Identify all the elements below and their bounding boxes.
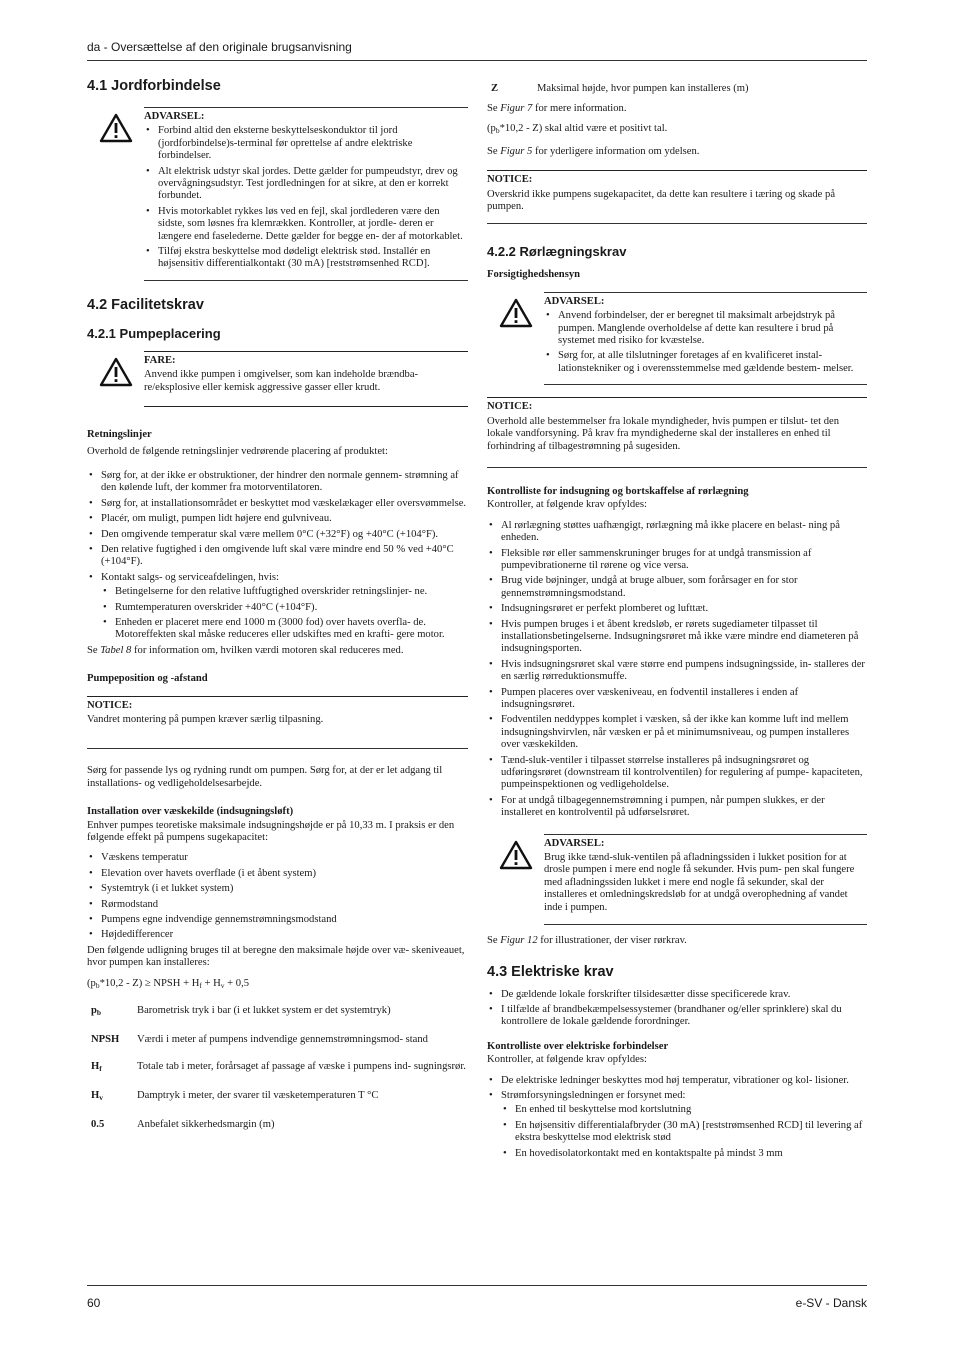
- page-header: da - Oversættelse af den originale brugsanvisning: [87, 40, 352, 54]
- danger-box: [87, 351, 468, 407]
- list-item: • En enhed til beskyttelse mod kortslutning: [501, 1104, 867, 1116]
- table-row: 0.5 Anbefalet sikkerhedsmargin (m): [91, 1119, 275, 1131]
- list-item: • Hvis motorkablet rykkes løs ved en fejl, skal jordlederen være den sidste, som løsnes fra klemrækken. Kontroller, at jordle- deren er længere end faselederne. Dette gælder for begge en- der af motorkablet.: [144, 206, 468, 243]
- list-item: • Al rørlægning støttes uafhængigt, rørlægning må ikke placere en belast- ning på enheden.: [487, 520, 867, 545]
- light-text: Sørg for passende lys og rydning rundt om pumpen. Sørg for, at der er let adgang til installations- og vedligeholdelsesarbejde.: [87, 765, 443, 789]
- notice-title: NOTICE:: [87, 699, 133, 711]
- list-item: • Den omgivende temperatur skal være mellem 0°C (+32°F) og +40°C (+104°F).: [87, 529, 468, 541]
- list-item: • Sørg for, at der ikke er obstruktioner, der hindrer den normale gennem- strømning af den kølende luft, der kommer fra motorventilatoren.: [87, 470, 468, 495]
- warning-box-grounding: [87, 107, 468, 281]
- list-item: • De gældende lokale forskrifter tilsidesætter disse specificerede krav.: [487, 989, 867, 1001]
- right-column: [487, 74, 867, 1166]
- sub-list: [101, 586, 468, 642]
- warning-title: ADVARSEL:: [144, 111, 205, 122]
- list-item-text: Strømforsyningsledningen er forsynet med:: [501, 1089, 686, 1101]
- sub-list: [501, 1104, 867, 1160]
- list-item: • En højsensitiv differentialafbryder (30 mA) [reststrømsenhed RCD] til levering af ekstra beskyttelse mod elektrisk stød: [501, 1120, 867, 1145]
- list-item: • Rumtemperaturen overskrider +40°C (+104°F).: [101, 602, 468, 614]
- list-item: • Hvis pumpen bruges i et åbent kredsløb, er rørets sugediameter tilpasset til installationsbetingelserne. Indsugningsrøret må ikke være mindre end diameteren på indsugningsporten.: [487, 619, 867, 656]
- guidelines-list: [87, 470, 468, 642]
- list-item: • Pumpens egne indvendige gennemstrømningsmodstand: [87, 914, 468, 926]
- danger-icon: [99, 357, 133, 387]
- figure-5-reference: Se Figur 5 for yderligere information om ydelsen.: [487, 145, 700, 157]
- warning-title: ADVARSEL:: [544, 837, 605, 849]
- warning-box-piping: [487, 292, 867, 385]
- section-heading-4-1: 4.1 Jordforbindelse: [87, 78, 221, 94]
- list-item: • Anvend forbindelser, der er beregnet til maksimalt arbejdstryk på pumpen. Manglende overholdelse af dette kan resultere i brud på systemet med risiko for kvæstelse.: [544, 310, 867, 347]
- warning-box-valve: [487, 834, 867, 925]
- list-item: • Betingelserne for den relative luftfugtighed overskrider retningslinjer- ne.: [101, 586, 468, 598]
- electrical-list: [487, 989, 867, 1029]
- piping-checklist-intro: Kontroller, at følgende krav opfyldes:: [487, 499, 647, 511]
- list-item: • Enheden er placeret mere end 1000 m (3000 fod) over havets overfla- de. Motoreffekten skal måske reduceres eller udskiftes med en krafti- gere motor.: [101, 617, 468, 642]
- danger-text: Anvend ikke pumpen i omgivelser, som kan indeholde brændba- re/eksplosive eller kemisk aggressive gasser eller krudt.: [144, 369, 419, 393]
- page-number: 60: [87, 1296, 101, 1310]
- guidelines-intro: Overhold de følgende retningslinjer vedrørende placering af produktet:: [87, 445, 388, 457]
- warning-text: Brug ikke tænd-sluk-ventilen på afladningssiden i lukket position for at drosle pumpen i mere end nogle få sekunder. Hvis pum- pen skal fungere med afladningssiden lukket i mere end nogle få sekunder, skal der installeres et omledningskredsløb for at undgå overophedning af vandet inde i pumpen.: [544, 852, 855, 913]
- list-item: [87, 572, 468, 642]
- list-item: • Brug vide bøjninger, undgå at bruge albuer, som forårsager en for stor gennemstrømningsmodstand.: [487, 575, 867, 600]
- list-item: • Tilføj ekstra beskyttelse mod dødeligt elektrisk stød. Installér en højsensitiv differentialkontakt (30 mA) [reststrømsenhed RCD].: [144, 246, 468, 271]
- notice-text: Vandret montering på pumpen kræver særlig tilpasning.: [87, 714, 324, 725]
- electrical-checklist: [487, 1075, 867, 1160]
- notice-box-suction: [487, 170, 867, 224]
- notice-title: NOTICE:: [487, 401, 533, 413]
- list-item: • Alt elektrisk udstyr skal jordes. Dette gælder for pumpeudstyr, drev og overvågningsudstyr. Test jordledningen for at sikre, at den er korrekt forbundet.: [144, 166, 468, 203]
- precautions-title: Forsigtighedshensyn: [487, 269, 581, 281]
- list-item: • Forbind altid den eksterne beskyttelseskonduktor til jord (jordforbindelse)s-terminal før oprettelse af andre elektriske forbindelser.: [144, 125, 468, 162]
- position-title: Pumpeposition og -afstand: [87, 673, 208, 685]
- notice-title: NOTICE:: [487, 174, 533, 186]
- symbol-table-continued: [487, 76, 749, 103]
- warning-title: ADVARSEL:: [544, 295, 605, 307]
- electrical-checklist-title: Kontrolliste over elektriske forbindelser: [487, 1040, 669, 1052]
- danger-title: FARE:: [144, 354, 176, 366]
- list-item: • De elektriske ledninger beskyttes mod høj temperatur, vibrationer og kol- lisioner.: [487, 1075, 867, 1087]
- warning-icon: [499, 298, 533, 328]
- list-item: • Sørg for, at alle tilslutninger foretages af en kvalificeret instal- lationstekniker og i overensstemmelse med gældende bestem- melser.: [544, 350, 867, 375]
- table-row: NPSH Værdi i meter af pumpens indvendige gennemstrømningsmod- stand: [91, 1034, 428, 1046]
- list-item: • Højdedifferencer: [87, 929, 468, 941]
- list-item-text: Kontakt salgs- og serviceafdelingen, hvis:: [101, 571, 279, 583]
- figure-7-reference: Se Figur 7 for mere information.: [487, 103, 627, 114]
- left-column: [87, 74, 468, 1139]
- list-item: • Systemtryk (i et lukket system): [87, 883, 468, 895]
- list-item: • Tænd-sluk-ventiler i tilpasset størrelse installeres på indsugningsrøret og udføringsrøret (downstream til kontrolventilen) for regulering af pumpe- kapaciteten, pumpeinspektionen og vedligeholdelse.: [487, 755, 867, 792]
- list-item: • I tilfælde af brandbekæmpelsessystemer (brandhaner og/eller sprinklere) skal du kontrollere de lokale gældende forordninger.: [487, 1004, 867, 1029]
- section-heading-4-2: 4.2 Facilitetskrav: [87, 296, 204, 313]
- symbol-table: [87, 998, 466, 1139]
- equation: $(p_b*10,2 - Z)$ ≥ NPSH + $H_f + H_v + 0,5$: [87, 977, 250, 990]
- list-item: • Væskens temperatur: [87, 852, 468, 864]
- header-rule: [87, 60, 867, 61]
- list-item: • For at undgå tilbagegennemstrømning i pumpen, når pumpen slukkes, er der installeret en kontrolventil på udførselsrøret.: [487, 795, 867, 820]
- footer-rule: [87, 1285, 867, 1286]
- electrical-checklist-intro: Kontroller, at følgende krav opfyldes:: [487, 1054, 647, 1066]
- warning-list: [144, 125, 468, 270]
- table-row: Z Maksimal højde, hvor pumpen kan installeres (m): [491, 83, 749, 94]
- list-item: • Elevation over havets overflade (i et åbent system): [87, 868, 468, 880]
- table-row: $H_f$ Totale tab i meter, forårsaget af passage af væske i pumpens ind- sugningsrør.: [91, 1061, 466, 1074]
- notice-box-mounting: [87, 696, 468, 750]
- list-item: • Indsugningsrøret er perfekt plomberet og lufttæt.: [487, 603, 867, 615]
- list-item: • Placér, om muligt, pumpen lidt højere end gulvniveau.: [87, 513, 468, 525]
- install-title: Installation over væskekilde (indsugningsløft): [87, 806, 294, 818]
- list-item: • En hovedisolatorkontakt med en kontaktspalte på mindst 3 mm: [501, 1148, 867, 1160]
- factors-list: [87, 852, 468, 941]
- notice-text: Overhold alle bestemmelser fra lokale myndigheder, hvis pumpen er tilslut- tet den lokale vandforsyning. På krav fra myndighederne skal der installeres en enhed til forhindring af tilbagestrømning på sugesiden.: [487, 415, 840, 452]
- notice-text: Overskrid ikke pumpens sugekapacitet, da dette kan resultere i tæring og skade på pumpen.: [487, 188, 836, 213]
- equation-intro: Den følgende udligning bruges til at beregne den maksimale højde over væ- skeniveauet, hvor pumpen kan installeres:: [87, 944, 465, 969]
- warning-icon: [499, 840, 533, 870]
- list-item: • Fleksible rør eller sammenskruninger bruges for at undgå transmission af pumpevibrationerne til rørene og vice versa.: [487, 548, 867, 573]
- table-reference: Se Tabel 8 for information om, hvilken værdi motoren skal reduceres med.: [87, 644, 404, 656]
- positive-note: $(p_b*10,2 - Z)$ skal altid være et positivt tal.: [487, 123, 668, 136]
- list-item: • Pumpen placeres over væskeniveau, en fodventil installeres i enden af indsugningsrøret.: [487, 687, 867, 712]
- footer-doc-name: e-SV - Dansk: [795, 1296, 867, 1310]
- section-heading-4-2-1: 4.2.1 Pumpeplacering: [87, 325, 221, 341]
- warning-icon: [99, 113, 133, 143]
- list-item: • Rørmodstand: [87, 899, 468, 911]
- list-item: • Hvis indsugningsrøret skal være større end pumpens indsugningsside, in- stalleres der en særlig rørreduktionsmuffe.: [487, 659, 867, 684]
- piping-checklist: [487, 520, 867, 820]
- warning-list: [544, 310, 867, 375]
- section-heading-4-3: 4.3 Elektriske krav: [487, 963, 614, 980]
- guidelines-title: Retningslinjer: [87, 429, 152, 441]
- list-item: • Den relative fugtighed i den omgivende luft skal være mindre end 50 % ved +40°C (+104°F).: [87, 544, 468, 569]
- figure-12-reference: Se Figur 12 for illustrationer, der viser rørkrav.: [487, 935, 687, 947]
- section-heading-4-2-2: 4.2.2 Rørlægningskrav: [487, 244, 627, 260]
- table-row: $p_b$ Barometrisk tryk i bar (i et lukket system er det systemtryk): [91, 1005, 391, 1018]
- list-item: • Fodventilen neddyppes komplet i væsken, så der ikke kan komme luft ind mellem indsugningshvirvlen, når væsken er på et minimumsniveau, og pumpen installeres over væskekilden.: [487, 714, 867, 751]
- list-item: [487, 1090, 867, 1160]
- piping-checklist-title: Kontrolliste for indsugning og bortskaffelse af rørlægning: [487, 485, 749, 497]
- notice-box-authorities: [487, 397, 867, 468]
- table-row: $H_v$ Damptryk i meter, der svarer til væsketemperaturen T °C: [91, 1090, 379, 1103]
- install-intro: Enhver pumpes teoretiske maksimale indsugningshøjde er på 10,33 m. I praksis er den følgende effekt på pumpens sugekapacitet:: [87, 819, 455, 844]
- list-item: • Sørg for, at installationsområdet er beskyttet mod væskelækager eller oversvømmelse.: [87, 498, 468, 510]
